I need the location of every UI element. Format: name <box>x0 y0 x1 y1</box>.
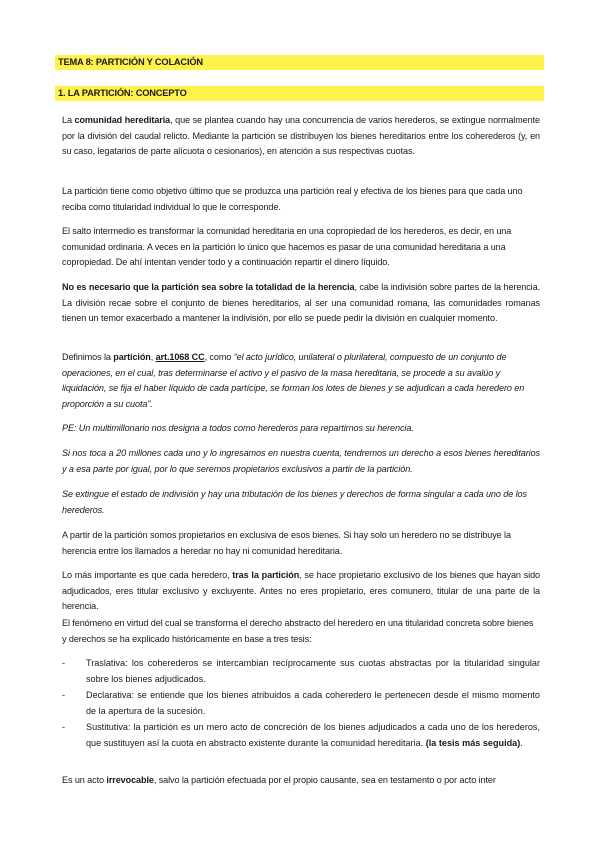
paragraph-objetivo: La partición tiene como objetivo último que se produzca una partición real y efectiva de los bienes para que cada uno reciba como titularidad individual lo que le corresponde. <box>62 186 523 212</box>
paragraph-no-necesario <box>62 280 540 327</box>
bold-note: (la tesis más seguida) <box>425 737 521 748</box>
list-item-text: Traslativa: los coherederos se intercambian recíprocamente sus cuotas abstractas por la titularidad singular sobre los bienes adjudicados. <box>86 658 540 684</box>
list-item-text: Sustitutiva: la partición es un mero acto de concreción de los bienes adjudicados a cada uno de los herederos, que sustituyen así la cuota en abstracto existente durante la comunidad hereditaria. <box>86 722 540 748</box>
text-run: , como <box>204 352 234 362</box>
text-run: . <box>520 737 523 748</box>
paragraph-propietarios: A partir de la partición somos propietarios en exclusiva de esos bienes. Si hay solo un heredero no se distribuye la herencia entre los llamados a heredar no hay ni comunidad hereditaria. <box>62 530 511 556</box>
text-run: , salvo la partición efectuada por el propio causante, sea en testamento o por acto inter <box>153 775 496 785</box>
paragraph-fenomeno: El fenómeno en virtud del cual se transforma el derecho abstracto del heredero en una titularidad concreta sobre bienes y derechos se ha explicado históricamente en base a tres tesis: <box>62 618 534 644</box>
article-reference: art.1068 CC <box>155 352 205 362</box>
section-heading: 1. LA PARTICIÓN: CONCEPTO <box>55 86 544 101</box>
bold-term: irrevocable <box>106 775 154 785</box>
list-item <box>62 720 540 751</box>
paragraph-ejemplo-detalle: Si nos toca a 20 millones cada uno y lo ingresamos en nuestra cuenta, tendremos un derecho a esos bienes hereditarios y a esa parte por igual, por lo que seremos propietarios exclusivos a partir de la partición. <box>62 448 540 474</box>
paragraph-definicion <box>62 350 540 412</box>
text-run: , se hace propietario exclusivo de los bienes que hayan sido adjudicados, eres titular exclusivo y excluyente. Antes no eres propietario, eres comunero, titular de una parte de la herencia. <box>62 570 540 612</box>
paragraph-mas-importante <box>62 568 540 615</box>
list-dash: - <box>62 690 66 701</box>
text-run: , <box>150 352 156 362</box>
text-run: Lo más importante es que cada heredero, <box>62 570 233 580</box>
text-run: , que se plantea cuando hay una concurrencia de varios herederos, se extingue normalmente por la división del caudal relicto. Mediante la partición se distribuyen los bienes hereditarios entre los coherederos (y, en su caso, legatarios de parte alícuota o cesionarios), en atención a sus respectivas cuotas. <box>62 115 540 157</box>
chapter-heading: TEMA 8: PARTICIÓN Y COLACIÓN <box>55 55 544 70</box>
text-run: La <box>62 115 75 125</box>
paragraph-irrevocable <box>62 773 540 789</box>
list-item <box>62 656 540 687</box>
bold-term: No es necesario que la partición sea sobre la totalidad de la herencia <box>62 282 355 292</box>
list-dash: - <box>62 722 66 733</box>
text-run: Es un acto <box>62 775 107 785</box>
paragraph-comunidad <box>62 113 540 160</box>
list-item <box>62 688 540 719</box>
list-item-text: Declarativa: se entiende que los bienes atribuidos a cada coheredero le pertenecen desde el mismo momento de la apertura de la sucesión. <box>86 690 540 716</box>
quoted-definition: “el acto jurídico, unilateral o plurilateral, compuesto de un conjunto de operaciones, en el cual, tras determinarse el activo y el pasivo de la masa hereditaria, se procede a su avalúo y liquidación, se fija el haber líquido de cada partícipe, se forman los lotes de bienes y se adjudican a cada heredero en proporción a su cuota”. <box>62 352 525 409</box>
paragraph-extincion: Se extingue el estado de indivisión y hay una tributación de los bienes y derechos de forma singular a cada uno de los herederos. <box>62 489 527 515</box>
list-dash: - <box>62 658 66 668</box>
theses-list <box>62 656 540 753</box>
bold-term: partición <box>113 352 151 362</box>
bold-term: comunidad hereditaria <box>74 115 171 125</box>
text-run: , cabe la indivisión sobre partes de la herencia. La división recae sobre el conjunto de bienes hereditarios, al ser una comunidad romana, las comunidades romanas tienen un temor exacerbado a mantener la indivisión, por ello se puede pedir la división en cualquier momento. <box>62 282 540 324</box>
text-run: Definimos la <box>62 352 114 362</box>
paragraph-salto-intermedio: El salto intermedio es transformar la comunidad hereditaria en una copropiedad de los herederos, es decir, en una comunidad ordinaria. A veces en la partición lo único que hacemos es pasar de una comunidad hereditaria a una copropiedad. De ahí intentan vender todo y a continuación repartir el dinero líquido. <box>62 226 512 268</box>
bold-term: tras la partición <box>232 570 300 580</box>
paragraph-ejemplo: PE: Un multimillonario nos designa a todos como herederos para repartirnos su herencia. <box>62 423 414 433</box>
